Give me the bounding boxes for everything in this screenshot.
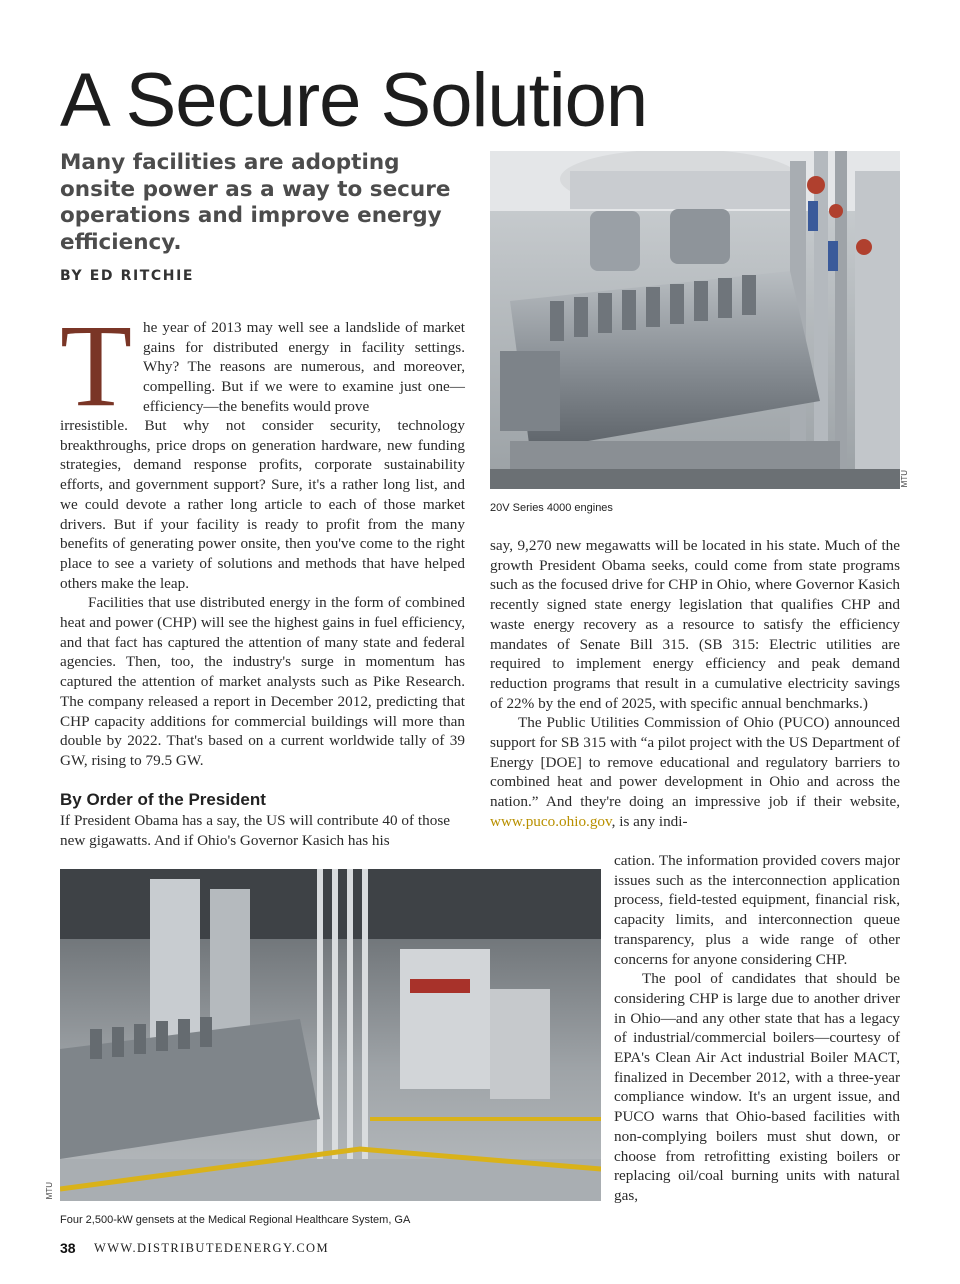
- paragraph-4: say, 9,270 new megawatts will be located in his state. Much of the growth President Obama seeks, could come from state programs such as the focused drive for CHP in Ohio, where Governor Kasich recently signed state energy legislation that qualifies CHP and waste energy recovery as a resource to satisfy the efficiency mandates of Senate Bill 315. (SB 315: Electric utilities are required to implement energy efficiency and peak demand reduction programs that result in a cumulative electricity savings of 22% by the end of 2025, with specific annual benchmarks.): [490, 537, 900, 712]
- footer-website[interactable]: WWW.DISTRIBUTEDENERGY.COM: [94, 1241, 329, 1255]
- page-number: 38: [60, 1240, 76, 1256]
- paragraph-1-rest: irresistible. But why not consider security, technology breakthroughs, price drops on generation hardware, new funding strategies, demand response profits, corporate sustainability efforts, and government support? Sure, it's a rather long list, and we could devote a rather long article to each of those market drivers. But if your facility is ready to profit from the many benefits of generating power onsite, then you've come to the right place to see a variety of solutions and methods that have helped others make the leap.: [60, 417, 465, 592]
- paragraph-3: If President Obama has a say, the US will contribute 40 of those new gigawatts. And if Ohio's Governor Kasich has his: [60, 812, 450, 849]
- paragraph-4-block: [490, 536, 900, 832]
- paragraph-5-end: , is any indi-: [611, 812, 688, 830]
- paragraph-1-start: he year of 2013 may well see a landslide of market gains for distributed energy in facility settings. Why? The reasons are numerous, and moreover, compelling. But if we were to examine just one—efficiency—the benefits would prove: [143, 319, 465, 415]
- photo-credit-bottom: MTU: [45, 1182, 54, 1200]
- paragraph-5: [490, 713, 900, 831]
- paragraph-7: The pool of candidates that should be considering CHP is large due to another driver in Ohio—and any other state that has a legacy of industrial/commercial boilers—courtesy of EPA's Clean Air Act industrial Boiler MACT, finalized in December 2012, with a three-year compliance window. It's an urgent issue, and PUCO warns that Ohio-based facilities with non-complying boilers must shut down, or choose from retrofitting existing boilers or replacing oil/coal burning units with natural gas,: [614, 970, 900, 1204]
- paragraph-5-text: The Public Utilities Commission of Ohio (PUCO) announced support for SB 315 with “a pilot project with the US Department of Energy [DOE] to remove educational and regulatory barriers to combined heat and power development in Ohio and across the nation.” And they're doing an impressive job if their website,: [490, 714, 900, 811]
- photo-credit-top: MTU: [900, 470, 909, 488]
- puco-website-link[interactable]: www.puco.ohio.gov: [490, 812, 612, 830]
- byline: BY ED RITCHIE: [60, 268, 195, 284]
- photo-caption-top: 20V Series 4000 engines: [490, 502, 613, 514]
- paragraph-2: Facilities that use distributed energy in the form of combined heat and power (CHP) will see the highest gains in fuel efficiency, and that fact has captured the attention of many state and federal agencies. Then, too, the industry's surge in momentum has captured the attention of market analysts such as Pike Research. The company released a report in December 2012, predicting that CHP capacity additions for commercial buildings will more than double by 2022. That's based on a current worldwide tally of 39 GW, rising to 79.5 GW.: [60, 594, 465, 769]
- gensets-photo: [60, 869, 601, 1201]
- engine-photo: [490, 151, 900, 489]
- photo-caption-bottom: Four 2,500-kW gensets at the Medical Regional Healthcare System, GA: [60, 1214, 411, 1226]
- paragraph-1-continued: [60, 416, 465, 771]
- drop-cap: T: [60, 300, 133, 431]
- paragraph-6: cation. The information provided covers major issues such as the interconnection application process, field-tested equipment, financial risk, capacity limits, and interconnection queue transparency, plus a wide range of other concerns for anyone considering CHP.: [614, 852, 900, 968]
- article-title: A Secure Solution: [60, 58, 648, 143]
- article-dek: Many facilities are adopting onsite power as a way to secure operations and improve energy efficiency.: [60, 150, 451, 255]
- section-subhead: By Order of the President: [60, 790, 266, 809]
- paragraph-6-block: [614, 851, 900, 1206]
